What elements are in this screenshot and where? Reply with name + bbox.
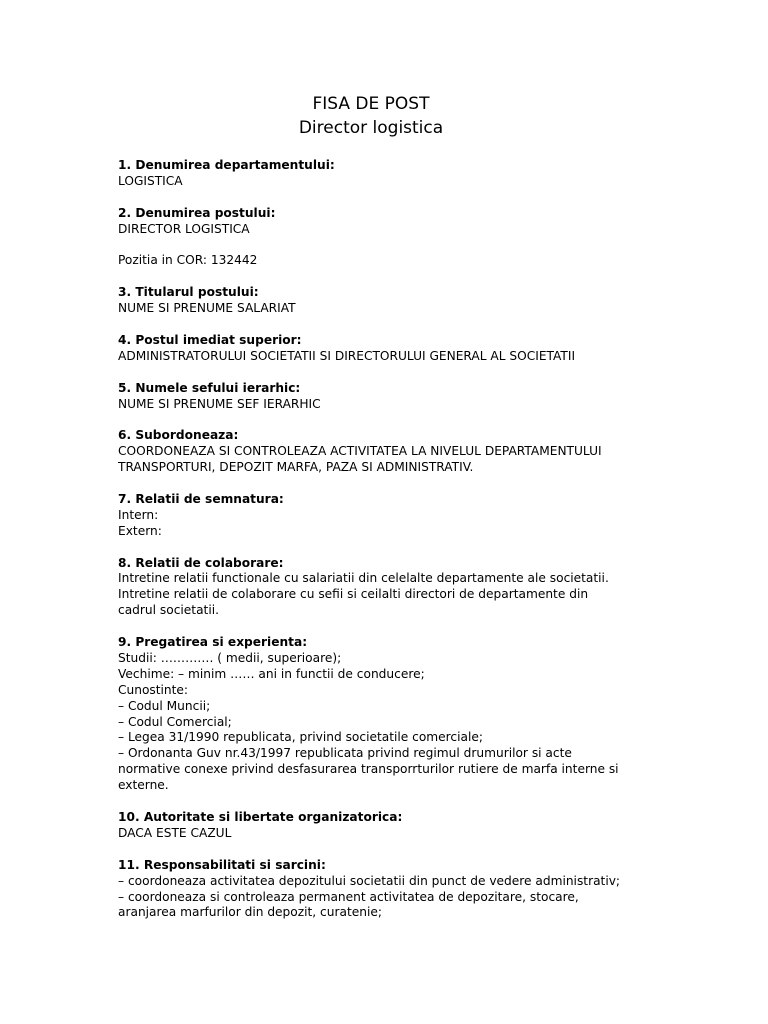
section-heading: 10. Autoritate si libertate organizatorica: xyxy=(118,810,403,824)
section-heading: 7. Relatii de semnatura: xyxy=(118,491,284,506)
section-text: Intern: xyxy=(118,507,159,522)
section-text: normative conexe privind desfasurarea transporrturilor rutiere de marfa interne si xyxy=(118,762,619,777)
section-heading: 4. Postul imediat superior: xyxy=(118,332,302,347)
section-11 xyxy=(118,858,658,922)
section-text: Intretine relatii functionale cu salariatii din celelalte departamente ale societatii. xyxy=(118,571,609,586)
document-subtitle: Director logistica xyxy=(298,118,444,138)
section-text: LOGISTICA xyxy=(118,173,183,188)
section-text: Extern: xyxy=(118,523,162,538)
section-10 xyxy=(118,810,658,842)
section-heading: 5. Numele sefului ierarhic: xyxy=(118,380,301,395)
section-2 xyxy=(118,206,658,238)
section-heading: 3. Titularul postului: xyxy=(118,285,259,300)
section-text: DACA ESTE CAZUL xyxy=(118,825,232,840)
section-text: Studii: …………. ( medii, superioare); xyxy=(118,650,342,665)
section-text: – Codul Muncii; xyxy=(118,698,211,713)
section-text: NUME SI PRENUME SALARIAT xyxy=(118,301,296,316)
document-title: FISA DE POST xyxy=(312,94,430,114)
section-6 xyxy=(118,428,658,476)
title-block xyxy=(0,92,742,140)
section-8 xyxy=(118,556,658,620)
section-text: – coordoneaza activitatea depozitului societatii din punct de vedere administrativ; xyxy=(118,873,621,888)
section-text: – coordoneaza si controleaza permanent activitatea de depozitare, stocare, xyxy=(118,889,579,904)
section-5 xyxy=(118,381,658,413)
section-heading: 2. Denumirea postului: xyxy=(118,205,276,220)
section-heading: 6. Subordoneaza: xyxy=(118,428,239,443)
section-heading: 8. Relatii de colaborare: xyxy=(118,555,284,570)
section-text: NUME SI PRENUME SEF IERARHIC xyxy=(118,396,321,411)
section-text: externe. xyxy=(118,778,169,793)
cor-position xyxy=(118,253,658,269)
section-text: COORDONEAZA SI CONTROLEAZA ACTIVITATEA LA NIVELUL DEPARTAMENTULUI xyxy=(118,444,602,459)
section-heading: 9. Pregatirea si experienta: xyxy=(118,635,308,650)
section-heading: 11. Responsabilitati si sarcini: xyxy=(118,857,326,872)
section-text: TRANSPORTURI, DEPOZIT MARFA, PAZA SI ADMINISTRATIV. xyxy=(118,460,474,475)
section-text: Cunostinte: xyxy=(118,682,189,697)
section-heading: 1. Denumirea departamentului: xyxy=(118,158,335,172)
document-content xyxy=(118,158,658,937)
section-text: DIRECTOR LOGISTICA xyxy=(118,221,250,236)
section-text: ADMINISTRATORULUI SOCIETATII SI DIRECTORULUI GENERAL AL SOCIETATII xyxy=(118,348,576,363)
section-text: – Codul Comercial; xyxy=(118,714,232,729)
cor-text: Pozitia in COR: 132442 xyxy=(118,253,258,268)
section-text: Vechime: – minim …… ani in functii de conducere; xyxy=(118,666,425,681)
section-7 xyxy=(118,492,658,540)
section-text: aranjarea marfurilor din depozit, curatenie; xyxy=(118,905,382,920)
section-text: – Ordonanta Guv nr.43/1997 republicata privind regimul drumurilor si acte xyxy=(118,746,572,761)
section-text: cadrul societatii. xyxy=(118,603,219,618)
section-text: – Legea 31/1990 republicata, privind societatile comerciale; xyxy=(118,730,483,745)
section-3 xyxy=(118,285,658,317)
section-1 xyxy=(118,158,658,190)
section-9 xyxy=(118,635,658,794)
section-4 xyxy=(118,333,658,365)
section-text: Intretine relatii de colaborare cu sefii si ceilalti directori de departamente din xyxy=(118,587,589,602)
